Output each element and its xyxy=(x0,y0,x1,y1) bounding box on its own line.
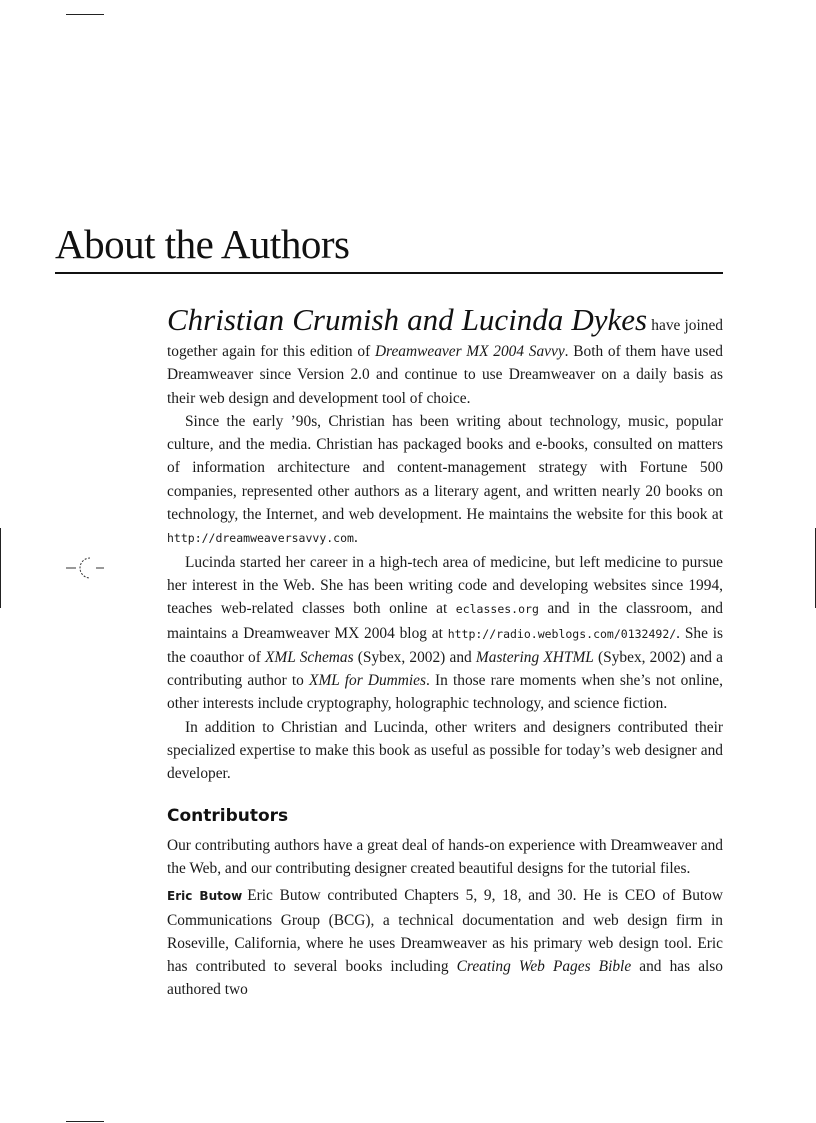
intro-text-1: have joined together again for this edition of xyxy=(167,317,724,360)
chapter-title: About the Authors xyxy=(55,221,350,267)
lucinda-url-2: http://radio.weblogs.com/0132492/ xyxy=(447,626,677,641)
side-mark-left xyxy=(0,528,1,608)
lucinda-text-5: (Sybex, 2002) and a contributing author to xyxy=(167,648,724,690)
lucinda-text-3: . She is the coauthor of xyxy=(167,624,723,666)
page-content xyxy=(167,300,723,1002)
eric-paragraph xyxy=(167,884,723,1001)
contributors-heading: Contributors xyxy=(167,805,289,826)
christian-paragraph xyxy=(167,410,723,551)
author-names: Christian Crumish and Lucinda Dykes xyxy=(167,302,648,337)
crop-mark-bottom xyxy=(66,1121,104,1122)
christian-text: Since the early ’90s, Christian has been writing about technology, music, popular culture, and the media. Christian has packaged books and e-books, consulted on matters of information architecture and content-management strategy with Fortune 500 companies, represented other authors as a literary agent, and written nearly 20 books on technology, the Internet, and web development. He maintains the website for this book at xyxy=(167,412,723,524)
title-rule xyxy=(55,272,723,274)
crop-mark-top xyxy=(66,14,104,15)
eric-text-2: and has also authored two xyxy=(167,958,723,999)
intro-text-2: . Both of them have used Dreamweaver since Version 2.0 and continue to use Dreamweaver on a daily basis as their web design and development tool of choice. xyxy=(167,343,723,407)
addition-paragraph: In addition to Christian and Lucinda, other writers and designers contributed their specialized expertise to make this book as useful as possible for today’s web designer and developer. xyxy=(167,718,723,783)
lucinda-text-1: Lucinda started her career in a high-tech area of medicine, but left medicine to pursue her interest in the Web. She has been writing code and developing websites since 1994, teaches web-related classes both online at xyxy=(167,553,723,618)
lucinda-text-4: (Sybex, 2002) and xyxy=(353,648,476,666)
christian-end: . xyxy=(353,529,358,547)
eric-text-1: Eric Butow contributed Chapters 5, 9, 18, and 30. He is CEO of Butow Communications Group (BCG), a technical documentation and web design firm in Roseville, California, where he uses Dreamweaver as his primary web design tool. Eric has contributed to several books including xyxy=(167,887,723,976)
intro-book-title: Dreamweaver MX 2004 Savvy xyxy=(374,343,565,360)
lucinda-url-1: eclasses.org xyxy=(455,602,539,617)
lucinda-text-2: and in the classroom, and maintains a Dreamweaver MX 2004 blog at xyxy=(167,600,723,642)
lucinda-paragraph xyxy=(167,551,723,716)
lucinda-book-1: XML Schemas xyxy=(265,648,354,666)
lucinda-text-6: . In those rare moments when she’s not online, other interests include cryptography, holographic technology, and science fiction. xyxy=(167,672,723,713)
contributors-intro: Our contributing authors have a great deal of hands-on experience with Dreamweaver and the Web, and our contributing designer created beautiful designs for the tutorial files. xyxy=(167,836,723,877)
eric-name: Eric Butow xyxy=(167,889,243,904)
registration-mark-icon xyxy=(66,556,106,580)
christian-url: http://dreamweaversavvy.com xyxy=(167,531,354,546)
intro-paragraph xyxy=(167,300,723,410)
eric-book: Creating Web Pages Bible xyxy=(456,958,632,976)
lucinda-book-2: Mastering XHTML xyxy=(475,648,594,666)
lucinda-book-3: XML for Dummies xyxy=(309,672,426,690)
